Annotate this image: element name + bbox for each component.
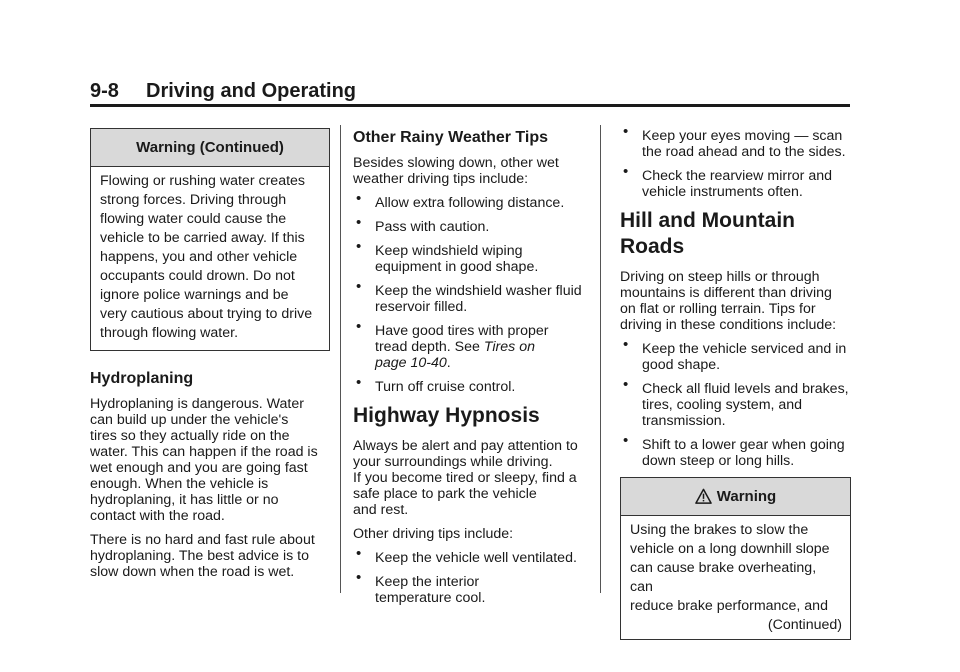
line: • Keep windshield wiping xyxy=(375,243,523,259)
paragraph xyxy=(353,155,593,187)
line: very cautious about trying to drive xyxy=(100,306,313,322)
line: the road ahead and to the sides. xyxy=(642,144,846,160)
line: happens, you and other vehicle xyxy=(100,249,298,265)
list-item xyxy=(620,437,851,469)
line: ignore police warnings and be xyxy=(100,287,289,303)
heading-hydroplaning: Hydroplaning xyxy=(90,370,194,387)
warning-header xyxy=(621,478,850,516)
line: • Keep the interior xyxy=(375,574,480,590)
line: reservoir filled. xyxy=(375,299,468,315)
line: • Allow extra following distance. xyxy=(375,195,565,211)
warning-title: Warning xyxy=(716,488,777,505)
line: contact with the road. xyxy=(90,508,225,524)
line: weather driving tips include: xyxy=(353,171,529,187)
warning-text xyxy=(621,516,850,639)
line: • Have good tires with proper xyxy=(375,323,549,339)
line: • Check all fluid levels and brakes, xyxy=(642,381,849,397)
bullet-list xyxy=(353,550,593,606)
list-item xyxy=(353,283,593,315)
line: good shape. xyxy=(642,357,721,373)
line: • Pass with caution. xyxy=(375,219,490,235)
line: Hydroplaning is dangerous. Water xyxy=(90,396,304,412)
list-item xyxy=(620,168,851,200)
heading-hill-mountain: Hill and Mountain Roads xyxy=(620,209,795,258)
line: can cause brake overheating, can xyxy=(630,560,817,595)
line: temperature cool. xyxy=(375,590,486,606)
line: vehicle to be carried away. If this xyxy=(100,230,305,246)
line: vehicle on a long downhill slope xyxy=(630,541,830,557)
line: strong forces. Driving through xyxy=(100,192,287,208)
line: your surroundings while driving. xyxy=(353,454,553,470)
line: Using the brakes to slow the xyxy=(630,522,809,538)
line: safe place to park the vehicle xyxy=(353,486,537,502)
paragraph xyxy=(90,396,330,524)
heading-rainy-tips: Other Rainy Weather Tips xyxy=(353,129,549,146)
list-item xyxy=(353,574,593,606)
list-item xyxy=(353,379,593,395)
line: Besides slowing down, other wet xyxy=(353,155,559,171)
line: vehicle instruments often. xyxy=(642,184,803,200)
line: • Keep the vehicle well ventilated. xyxy=(375,550,577,566)
column-divider xyxy=(600,125,601,593)
bullet-list xyxy=(620,341,851,469)
line: • Keep the windshield washer fluid xyxy=(375,283,582,299)
line: Driving on steep hills or through xyxy=(620,269,820,285)
line: equipment in good shape. xyxy=(375,259,539,275)
list-item xyxy=(620,341,851,373)
column-divider xyxy=(340,125,341,593)
line: tires, cooling system, and xyxy=(642,397,803,413)
warning-box-continued xyxy=(90,128,330,351)
line: reduce brake performance, and xyxy=(630,598,828,614)
line: down steep or long hills. xyxy=(642,453,795,469)
page-header xyxy=(90,80,850,104)
warning-triangle-icon xyxy=(695,488,712,505)
list-item xyxy=(620,381,851,429)
line: occupants could drown. Do not xyxy=(100,268,295,284)
paragraph xyxy=(620,269,851,333)
bullet-list xyxy=(620,128,851,200)
line: • Turn off cruise control. xyxy=(375,379,516,395)
line: • Check the rearview mirror and xyxy=(642,168,833,184)
line: If you become tired or sleepy, find a xyxy=(353,470,577,486)
line: • Keep your eyes moving — scan xyxy=(642,128,843,144)
heading-highway-hypnosis: Highway Hypnosis xyxy=(353,404,540,427)
line: wet enough and you are going fast xyxy=(90,460,308,476)
warning-box xyxy=(620,477,851,640)
line: • Keep the vehicle serviced and in xyxy=(642,341,847,357)
line: driving in these conditions include: xyxy=(620,317,837,333)
section-number: 9-8 xyxy=(90,80,119,102)
line: on flat or rolling terrain. Tips for xyxy=(620,301,816,317)
continued-label: (Continued) xyxy=(767,617,842,633)
column-1 xyxy=(90,128,330,588)
list-item xyxy=(353,323,593,371)
line: Always be alert and pay attention to xyxy=(353,438,578,454)
line: and rest. xyxy=(353,502,409,518)
bullet-list xyxy=(353,195,593,395)
column-3 xyxy=(620,128,851,658)
line: mountains is different than driving xyxy=(620,285,832,301)
line: tires so they actually ride on the xyxy=(90,428,290,444)
line: Flowing or rushing water creates xyxy=(100,173,306,189)
line xyxy=(375,355,593,371)
line: There is no hard and fast rule about xyxy=(90,532,315,548)
column-2 xyxy=(353,128,593,614)
line xyxy=(375,339,593,355)
header-rule xyxy=(90,104,850,107)
list-item xyxy=(353,219,593,235)
line: slow down when the road is wet. xyxy=(90,564,295,580)
text: tread depth. See xyxy=(375,339,484,355)
cross-reference-link[interactable]: Tires on xyxy=(483,339,535,355)
warning-title: Warning (Continued) xyxy=(91,129,329,167)
line: hydroplaning. The best advice is to xyxy=(90,548,309,564)
line: enough. When the vehicle is xyxy=(90,476,269,492)
cross-reference-page[interactable]: page 10-40 xyxy=(375,355,447,371)
paragraph: Other driving tips include: xyxy=(353,526,514,542)
list-item xyxy=(353,243,593,275)
line: through flowing water. xyxy=(100,325,239,341)
section-title: Driving and Operating xyxy=(146,80,357,102)
line: water. This can happen if the road is xyxy=(90,444,318,460)
paragraph xyxy=(90,532,330,580)
paragraph xyxy=(353,438,593,518)
line: can build up under the vehicle's xyxy=(90,412,289,428)
line: • Shift to a lower gear when going xyxy=(642,437,845,453)
line: transmission. xyxy=(642,413,726,429)
list-item xyxy=(353,195,593,211)
line: hydroplaning, it has little or no xyxy=(90,492,279,508)
list-item xyxy=(353,550,593,566)
text: . xyxy=(446,355,451,371)
line: flowing water could cause the xyxy=(100,211,287,227)
warning-text xyxy=(91,167,329,350)
list-item xyxy=(620,128,851,160)
